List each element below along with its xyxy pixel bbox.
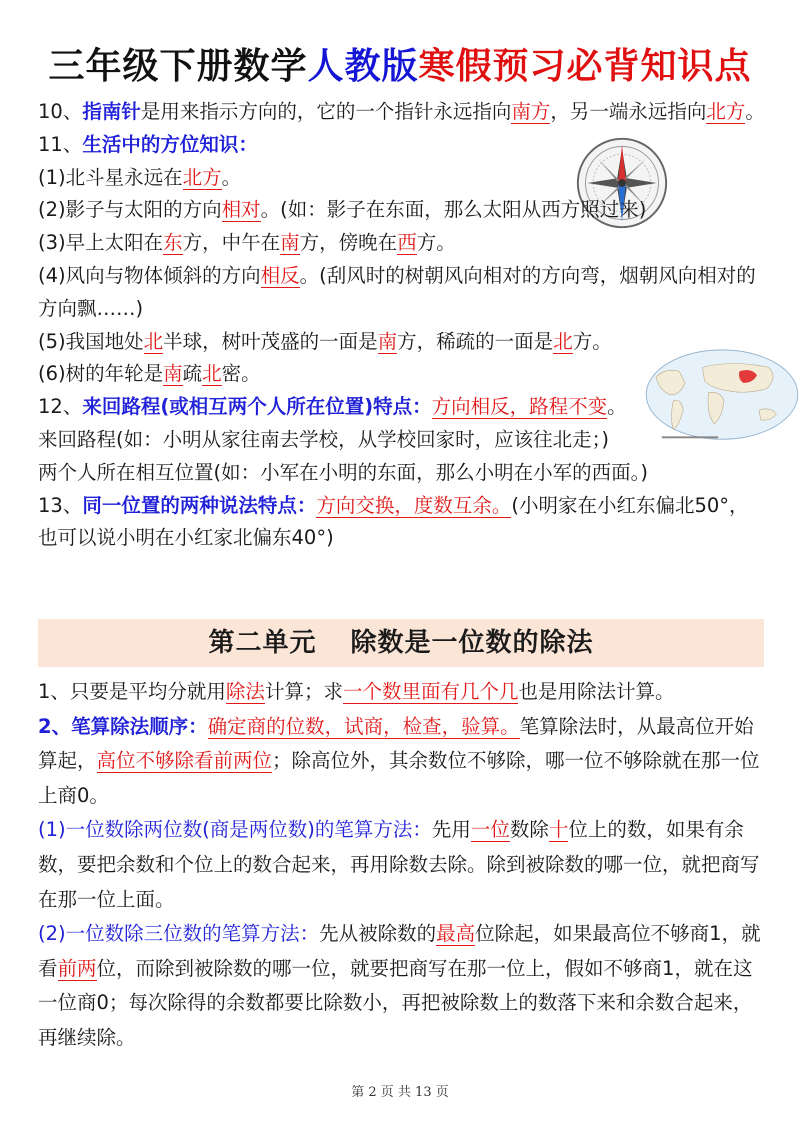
text: (2)影子与太阳的方向 (38, 198, 222, 222)
item-12 (38, 391, 766, 424)
title-edition: 人教版 (307, 46, 419, 87)
answer: 除法 (225, 680, 265, 703)
answer: 相反 (260, 263, 300, 287)
sub-item-4 (38, 260, 766, 326)
title-grade: 三年级下册数学 (48, 46, 308, 87)
unit2-content (38, 675, 766, 1056)
answer: 西 (397, 231, 417, 255)
heading: 同一位置的两种说法特点： (82, 493, 317, 517)
text: (4)风向与物体倾斜的方向 (38, 263, 261, 287)
text: (5)我国地处 (38, 329, 144, 353)
text: 是用来指示方向的，它的一个指针永远指向 (140, 100, 512, 123)
text: 笔算除法时，从最高位开始算起， (38, 714, 754, 773)
unit1-content (38, 96, 766, 555)
text: 位除起，如果最高位不够商1，就看 (38, 922, 761, 980)
sub-item-6 (38, 358, 766, 391)
answer: 最高 (436, 922, 476, 946)
item-12-line-1: 来回路程(如：小明从家往南去学校，从学校回家时，应该往北走；) (38, 427, 609, 451)
section-name: 除数是一位数的除法 (350, 628, 594, 658)
answer: 北方 (706, 100, 746, 123)
heading: 来回路程(或相互两个人所在位置)特点： (82, 395, 432, 419)
answer: 北方 (182, 165, 222, 189)
item-12-line-2: 两个人所在相互位置(如：小军在小明的东面，那么小明在小军的西面。) (38, 460, 648, 484)
unit2-point-3 (38, 813, 766, 917)
text: (6)树的年轮是 (38, 362, 164, 386)
text: 方，中午在 (182, 231, 281, 255)
text: 。 (745, 100, 765, 123)
heading: (1)一位数除两位数(商是两位数)的笔算方法： (38, 818, 432, 842)
term-compass: 指南针 (82, 100, 141, 123)
page-number: 第 2 页 共 13 页 (351, 1085, 449, 1100)
item-11 (38, 129, 766, 162)
answer: 一个数里面有几个几 (342, 680, 519, 703)
text: 1、只要是平均分就用 (38, 680, 226, 703)
text: 位上的数，如果有余数，要把余数和个位上的数合起来，再用除数去除。除到被除数的哪一位，就把商写在那一位上面。 (38, 818, 760, 911)
text: ，另一端永远指向 (550, 100, 707, 123)
heading: 生活中的方位知识： (82, 132, 258, 156)
text: 疏 (182, 362, 203, 386)
section-unit: 第二单元 (208, 628, 317, 658)
text: 。 (221, 165, 242, 189)
item-number: 13、 (38, 493, 83, 517)
heading: 2、笔算除法顺序： (38, 714, 208, 738)
text: 先从被除数的 (319, 922, 437, 946)
item-13 (38, 490, 766, 556)
answer: 东 (163, 231, 183, 255)
text: 。 (607, 395, 627, 419)
text: 方，傍晚在 (299, 231, 398, 255)
page-title (0, 38, 800, 89)
unit2-point-2 (38, 710, 766, 814)
answer: 南方 (511, 100, 551, 123)
text: (3)早上太阳在 (38, 231, 164, 255)
unit2-point-4 (38, 917, 766, 1055)
text: 数除 (509, 818, 549, 842)
title-topic: 寒假预习必背知识点 (418, 46, 752, 87)
sub-item-5 (38, 326, 766, 359)
answer: 方向相反，路程不变 (431, 395, 608, 419)
answer: 高位不够除看前两位 (96, 749, 273, 773)
sub-item-1 (38, 162, 766, 195)
answer: 前两 (57, 956, 97, 980)
text: 密。 (221, 362, 261, 386)
text: 也是用除法计算。 (518, 680, 675, 703)
item-number: 11、 (38, 132, 83, 156)
answer: 方向交换，度数互余。 (316, 493, 512, 517)
section-banner (38, 619, 764, 667)
item-10 (38, 96, 766, 129)
answer: 一位 (470, 818, 510, 842)
heading: (2)一位数除三位数的笔算方法： (38, 922, 320, 946)
text: 方。 (572, 329, 612, 353)
unit2-point-1 (38, 675, 766, 710)
answer: 确定商的位数，试商，检查，验算。 (207, 714, 520, 738)
sub-item-3 (38, 227, 766, 260)
text: 半球，树叶茂盛的一面是 (163, 329, 378, 353)
text: 。(如：影子在东面，那么太阳从西方照过来) (260, 198, 647, 222)
answer: 相对 (221, 198, 261, 222)
text: 。(刮风时的树朝风向相对的方向弯，烟朝风向相对的方向飘……) (38, 263, 756, 320)
text: 位，而除到被除数的哪一位，就要把商写在那一位上，假如不够商1，就在这一位商0；每次除得的余数都要比除数小，再把被除数上的数落下来和余数合起来，再继续除。 (38, 956, 753, 1049)
text: 计算；求 (264, 680, 343, 703)
answer: 南 (163, 362, 183, 386)
text: 先用 (431, 818, 471, 842)
text: 方。 (416, 231, 456, 255)
answer: 南 (280, 231, 300, 255)
answer: 十 (548, 818, 569, 842)
text: 方，稀疏的一面是 (397, 329, 554, 353)
item-number: 12、 (38, 395, 83, 419)
item-number: 10、 (38, 100, 83, 123)
answer: 南 (377, 329, 398, 353)
sub-item-2 (38, 194, 766, 227)
text: (小明家在小红东偏北50°，也可以说小明在小红家北偏东40°) (38, 493, 749, 550)
answer: 北 (143, 329, 164, 353)
text: ；除高位外，其余数位不够除，哪一位不够除就在那一位上商0。 (38, 749, 760, 807)
text: (1)北斗星永远在 (38, 165, 183, 189)
answer: 北 (202, 362, 222, 386)
answer: 北 (553, 329, 573, 353)
